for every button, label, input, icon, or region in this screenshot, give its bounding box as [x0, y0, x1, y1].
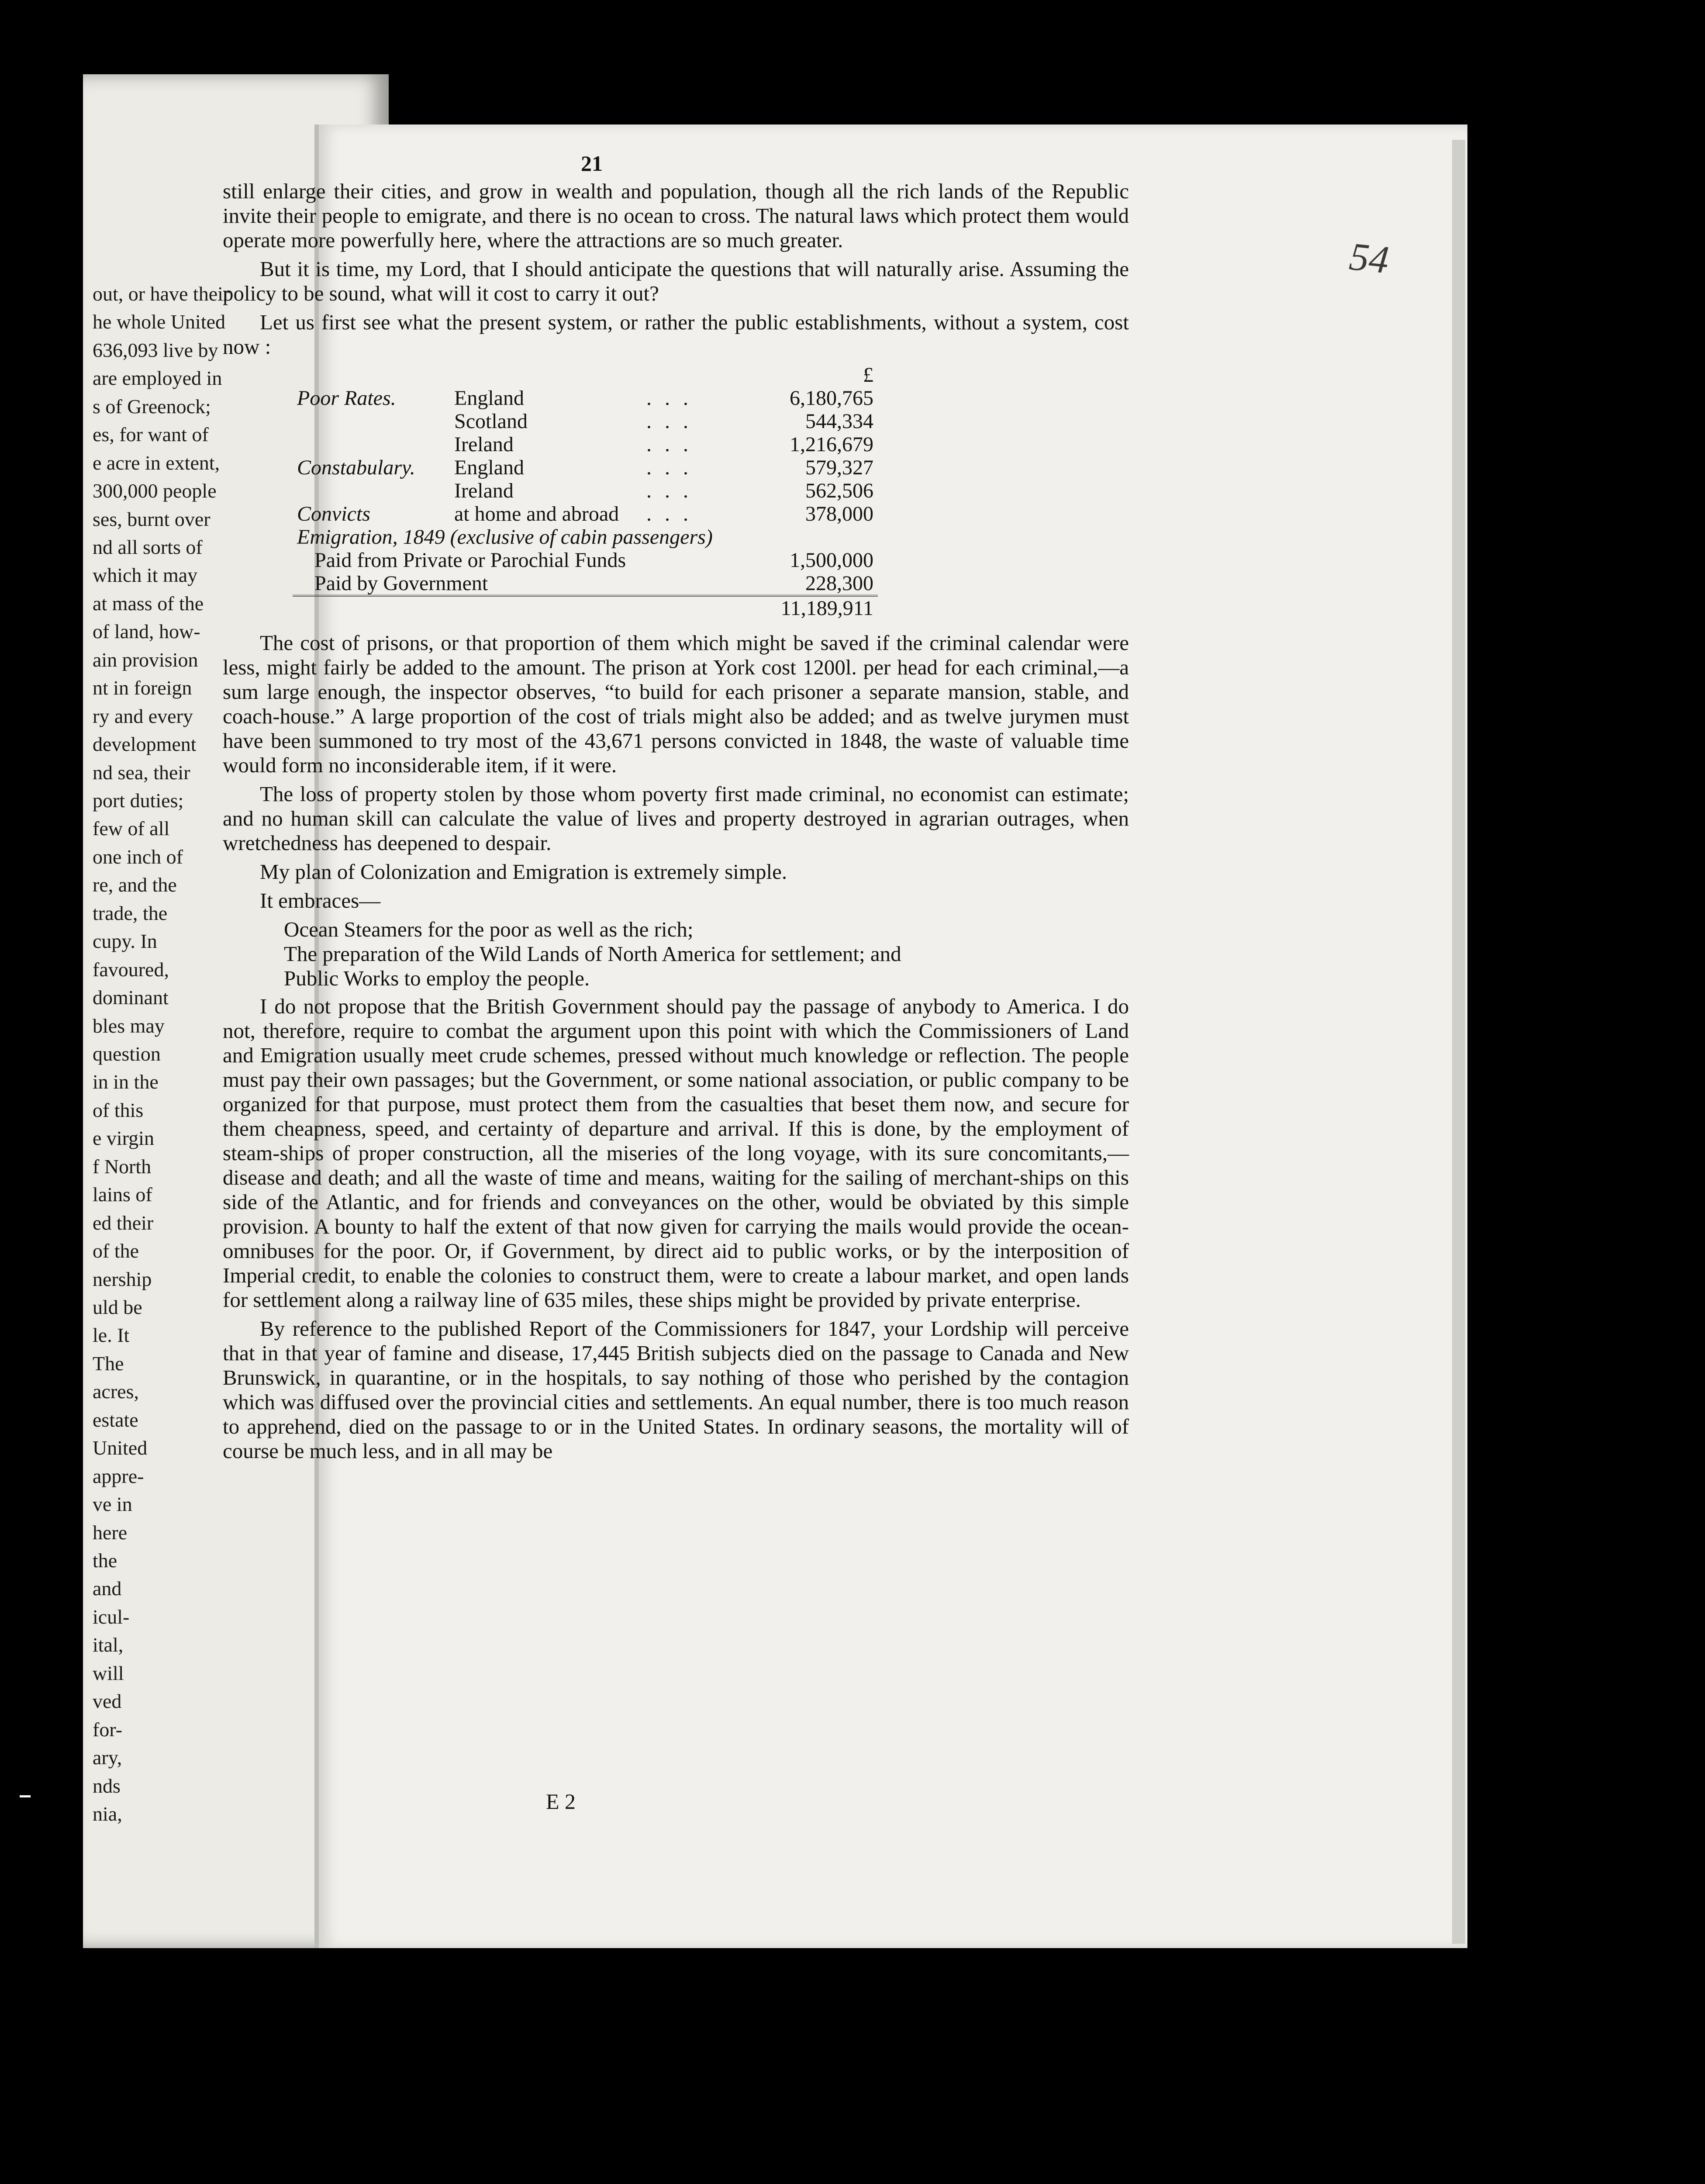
cost-row: Constabulary. England ... 579,327	[297, 456, 873, 479]
left-page-line: ital,	[93, 1634, 124, 1656]
left-page-line: nia,	[93, 1803, 122, 1825]
handwritten-folio-number: 54	[1347, 235, 1391, 282]
left-page-line: nt in foreign	[93, 677, 192, 699]
left-page-line: favoured,	[93, 958, 169, 981]
cost-total: 11,189,911	[747, 596, 878, 620]
page-body	[223, 179, 1129, 1468]
left-page-line: cupy. In	[93, 930, 157, 953]
left-page-line: United	[93, 1437, 148, 1459]
left-page-line: f North	[93, 1155, 152, 1178]
left-page-line: nd sea, their	[93, 761, 190, 784]
paragraph: still enlarge their cities, and grow in wealth and population, though all the rich lands of the Republic invite their people to emigrate, and there is no ocean to cross. The natural laws which protect them would operate more powerfully here, where the attractions are so much greater.	[223, 179, 1129, 252]
margin-mark	[20, 1795, 31, 1797]
left-page-line: ary,	[93, 1746, 122, 1769]
left-page-line: appre-	[93, 1465, 144, 1487]
left-page-line: re, and the	[93, 874, 177, 896]
left-page-line: le. It	[93, 1324, 130, 1347]
signature-mark: E 2	[546, 1789, 576, 1814]
paragraph: Let us first see what the present system, or rather the public establishments, without a system, cost now :	[223, 310, 1129, 359]
total-row	[293, 596, 878, 620]
left-page-line: will	[93, 1662, 124, 1684]
left-page-line: for-	[93, 1718, 123, 1741]
left-page-line: in in the	[93, 1071, 159, 1093]
paragraph: The cost of prisons, or that proportion of them which might be saved if the criminal calendar were less, might fairly be added to the amount. The prison at York cost 1200l. per head for each criminal,—a sum large enough, the inspector observes, “to build for each prisoner a separate mansion, stable, and coach-house.” A large proportion of the cost of trials might also be added; and as twelve jurymen must have been summoned to try most of the 43,671 persons convicted in 1848, the waste of valuable time would form no inconsiderable item, if it were.	[223, 631, 1129, 777]
left-page-line: ved	[93, 1690, 122, 1713]
left-page-line: which it may	[93, 564, 198, 587]
left-page-line: ry and every	[93, 705, 193, 727]
left-page-line: lains of	[93, 1183, 152, 1206]
paragraph: But it is time, my Lord, that I should anticipate the questions that will naturally arise. Assuming the policy to be sound, what will it cost to carry it out?	[223, 257, 1129, 305]
left-page-line: ve in	[93, 1493, 132, 1516]
left-page-line: nd all sorts of	[93, 536, 203, 558]
left-page-line: port duties;	[93, 789, 184, 812]
left-page-line: es, for want of	[93, 423, 209, 446]
left-page-line: out, or have their	[93, 283, 230, 305]
left-page-line: development	[93, 733, 197, 756]
left-page-line: ed their	[93, 1211, 154, 1234]
left-page-line: the	[93, 1549, 117, 1572]
left-page-line: of the	[93, 1240, 139, 1262]
list-item: Public Works to employ the people.	[284, 966, 590, 990]
left-page-line: question	[93, 1043, 161, 1065]
left-page-line: here	[93, 1521, 128, 1544]
left-page-line: ses, burnt over	[93, 508, 211, 530]
cost-row: Poor Rates. England ... 6,180,765	[297, 387, 873, 410]
page-number: 21	[581, 151, 603, 176]
paragraph: I do not propose that the British Government should pay the passage of anybody to America. I do not, therefore, require to combat the argument upon this point with which the Commissioners of Land and Emigration usually meet crude schemes, pressed without much knowledge or reflection. The people must pay their own passages; but the Government, or some national association, or public company to be organized for that purpose, must protect them from the casualties that beset them now, and secure for them cheapness, speed, and certainty of departure and arrival. If this is done, by the employment of steam-ships of proper construction, all the miseries of the long voyage, with its sure concomitants,—disease and death; and all the waste of time and means, waiting for the sailing of merchant-ships on this side of the Atlantic, and for friends and conveyances on the other, would be obviated by this simple provision. A bounty to half the extent of that now given for carrying the mails would provide the ocean-omnibuses for the poor. Or, if Government, by direct aid to public works, or by the interposition of Imperial credit, to enable the colonies to construct them, were to create a labour market, and open lands for settlement along a railway line of 635 miles, these ships might be provided by private enterprise.	[223, 994, 1129, 1312]
left-page-line: icul-	[93, 1605, 130, 1628]
cost-row: Scotland ... 544,334	[454, 410, 873, 433]
left-page-line: of this	[93, 1099, 144, 1121]
left-page-line: of land, how-	[93, 620, 200, 643]
left-page-line: and	[93, 1577, 122, 1600]
left-page-line: 636,093 live by	[93, 339, 218, 361]
left-page-line: e virgin	[93, 1127, 154, 1150]
emigration-heading-row: Emigration, 1849 (exclusive of cabin passengers)	[297, 525, 713, 549]
paragraph: It embraces—	[260, 888, 381, 912]
cost-row: Convicts at home and abroad ... 378,000	[297, 502, 873, 525]
left-page-line: at mass of the	[93, 592, 204, 615]
page-edge	[1452, 140, 1465, 1944]
left-page-line: acres,	[93, 1380, 139, 1403]
left-page-line: bles may	[93, 1014, 165, 1037]
left-page-line: trade, the	[93, 902, 168, 924]
left-page-line: he whole United	[93, 311, 226, 333]
cost-table	[293, 363, 878, 620]
cost-row: Ireland ... 1,216,679	[454, 433, 873, 456]
paragraph: The loss of property stolen by those whom poverty first made criminal, no economist can estimate; and no human skill can calculate the value of lives and property destroyed in agrarian outrages, when wretchedness has deepened to despair.	[223, 782, 1129, 855]
cost-row: Paid by Government 228,300	[314, 572, 873, 595]
left-page-line: one inch of	[93, 845, 183, 868]
left-page-line: ain provision	[93, 648, 198, 671]
left-page-line: The	[93, 1352, 124, 1375]
left-page-line: e acre in extent,	[93, 451, 220, 474]
left-page-line: nership	[93, 1268, 152, 1290]
cost-row: Paid from Private or Parochial Funds 1,500,000	[314, 549, 873, 572]
plan-list	[284, 917, 1129, 991]
list-item: Ocean Steamers for the poor as well as the rich;	[284, 917, 694, 941]
left-page-line: nds	[93, 1774, 121, 1797]
left-page-line: few of all	[93, 817, 170, 840]
cost-row: Ireland ... 562,506	[454, 479, 873, 502]
paragraph: My plan of Colonization and Emigration is extremely simple.	[260, 860, 787, 884]
left-page-line: estate	[93, 1408, 138, 1431]
left-page-line: uld be	[93, 1296, 142, 1318]
left-page-line: s of Greenock;	[93, 395, 211, 418]
currency-symbol: £	[863, 363, 873, 387]
left-page-line: 300,000 people	[93, 480, 217, 502]
list-item: The preparation of the Wild Lands of North America for settlement; and	[284, 942, 901, 966]
paragraph: By reference to the published Report of the Commissioners for 1847, your Lordship will perceive that in that year of famine and disease, 17,445 British subjects died on the passage to Canada and New Brunswick, in quarantine, or in the hospitals, to say nothing of those who perished by the contagion which was diffused over the provincial cities and settlements. An equal number, there is too much reason to apprehend, died on the passage to or in the United States. In ordinary seasons, the mortality will of course be much less, and in all may be	[223, 1317, 1129, 1463]
left-page-line: dominant	[93, 986, 169, 1009]
left-page-line: are employed in	[93, 367, 222, 390]
